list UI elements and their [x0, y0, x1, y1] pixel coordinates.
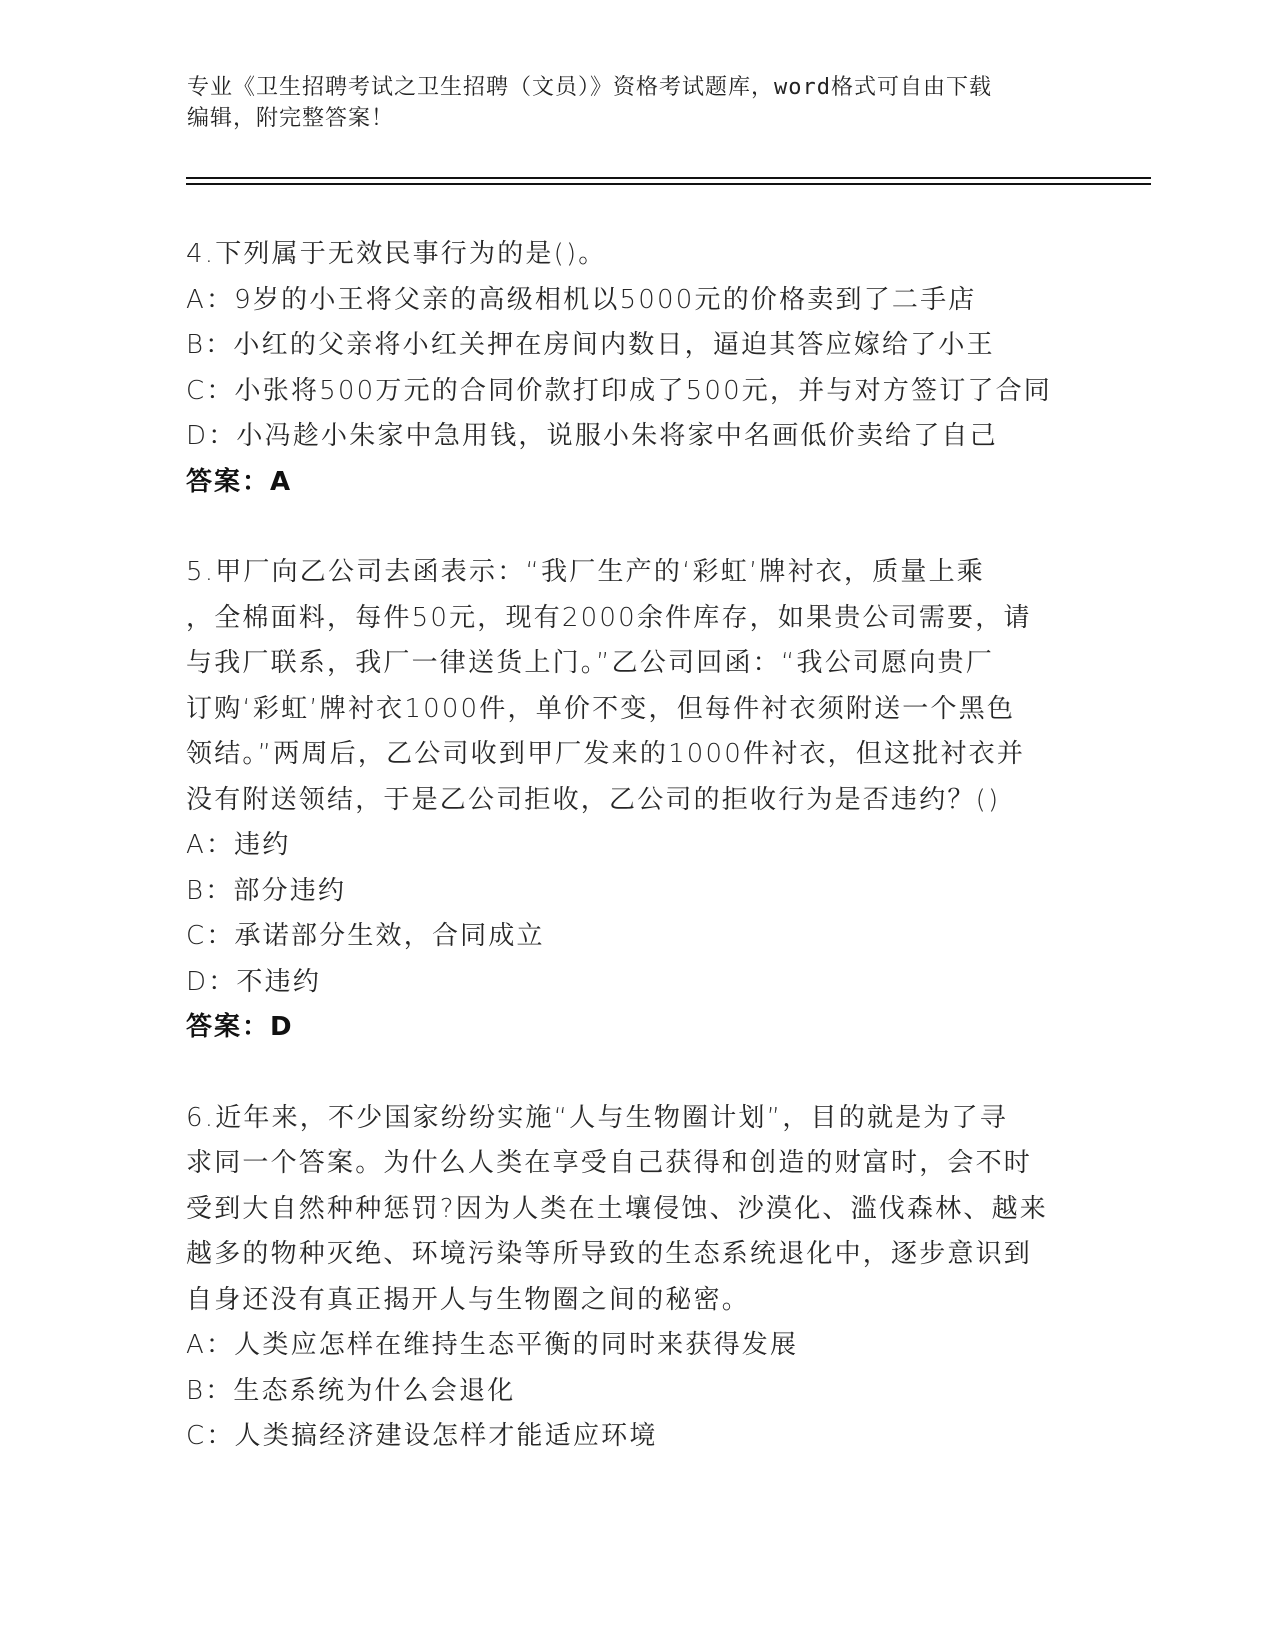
option-a: A：9岁的小王将父亲的高级相机以5000元的价格卖到了二手店: [186, 284, 977, 315]
question-stem-line: 越多的物种灭绝、环境污染等所导致的生态系统退化中，逐步意识到: [186, 1239, 1033, 1269]
header-line-1: 专业《卫生招聘考试之卫生招聘（文员）》资格考试题库，word格式可自由下载: [187, 75, 992, 100]
question-gap: [186, 505, 1086, 550]
question-stem-line: 4.下列属于无效民事行为的是()。: [186, 239, 607, 269]
document-header: [187, 72, 1067, 134]
header-divider-top: [186, 177, 1151, 179]
question-gap: [186, 1051, 1086, 1096]
question-stem-line: 5.甲厂向乙公司去函表示：“我厂生产的‘彩虹’牌衬衣，质量上乘: [186, 557, 986, 587]
answer-label: 答案：D: [186, 1012, 294, 1042]
option-d: D：小冯趁小朱家中急用钱，说服小朱将家中名画低价卖给了自己: [186, 421, 998, 451]
question-stem-line: 求同一个答案。为什么人类在享受自己获得和创造的财富时，会不时: [186, 1148, 1033, 1178]
option-d: D：不违约: [186, 966, 322, 997]
option-b: B：小红的父亲将小红关押在房间内数日，逼迫其答应嫁给了小王: [186, 330, 995, 360]
option-c: C：小张将500万元的合同价款打印成了500元，并与对方签订了合同: [186, 375, 1053, 406]
header-divider-bottom: [186, 183, 1151, 185]
question-stem-line: 订购‘彩虹’牌衬衣1000件，单价不变，但每件衬衣须附送一个黑色: [186, 693, 1016, 724]
question-stem-line: 领结。”两周后，乙公司收到甲厂发来的1000件衬衣，但这批衬衣并: [186, 739, 1026, 769]
option-b: B：部分违约: [186, 875, 347, 906]
question-stem-line: 6.近年来，不少国家纷纷实施“人与生物圈计划”，目的就是为了寻: [186, 1102, 1008, 1133]
option-a: A：人类应怎样在维持生态平衡的同时来获得发展: [186, 1330, 799, 1360]
question-stem-line: 与我厂联系，我厂一律送货上门。”乙公司回函：“我公司愿向贵厂: [186, 648, 994, 678]
question-stem-line: ，全棉面料，每件50元，现有2000余件库存，如果贵公司需要，请: [186, 602, 1032, 633]
option-b: B：生态系统为什么会退化: [186, 1375, 516, 1406]
question-stem-line: 自身还没有真正揭开人与生物圈之间的秘密。: [186, 1284, 751, 1315]
question-6: [186, 1096, 1086, 1460]
answer-label: 答案：A: [186, 466, 293, 497]
question-5: [186, 550, 1086, 1051]
question-list: [186, 232, 1086, 1460]
option-c: C：人类搞经济建设怎样才能适应环境: [186, 1421, 658, 1451]
header-line-2: 编辑，附完整答案！: [187, 106, 395, 131]
question-4: [186, 232, 1086, 505]
question-stem-line: 没有附送领结，于是乙公司拒收，乙公司的拒收行为是否违约？(): [186, 784, 1001, 815]
option-a: A：违约: [186, 830, 291, 860]
question-stem-line: 受到大自然种种惩罚?因为人类在土壤侵蚀、沙漠化、滥伐森林、越来: [186, 1193, 1049, 1224]
option-c: C：承诺部分生效，合同成立: [186, 921, 545, 951]
